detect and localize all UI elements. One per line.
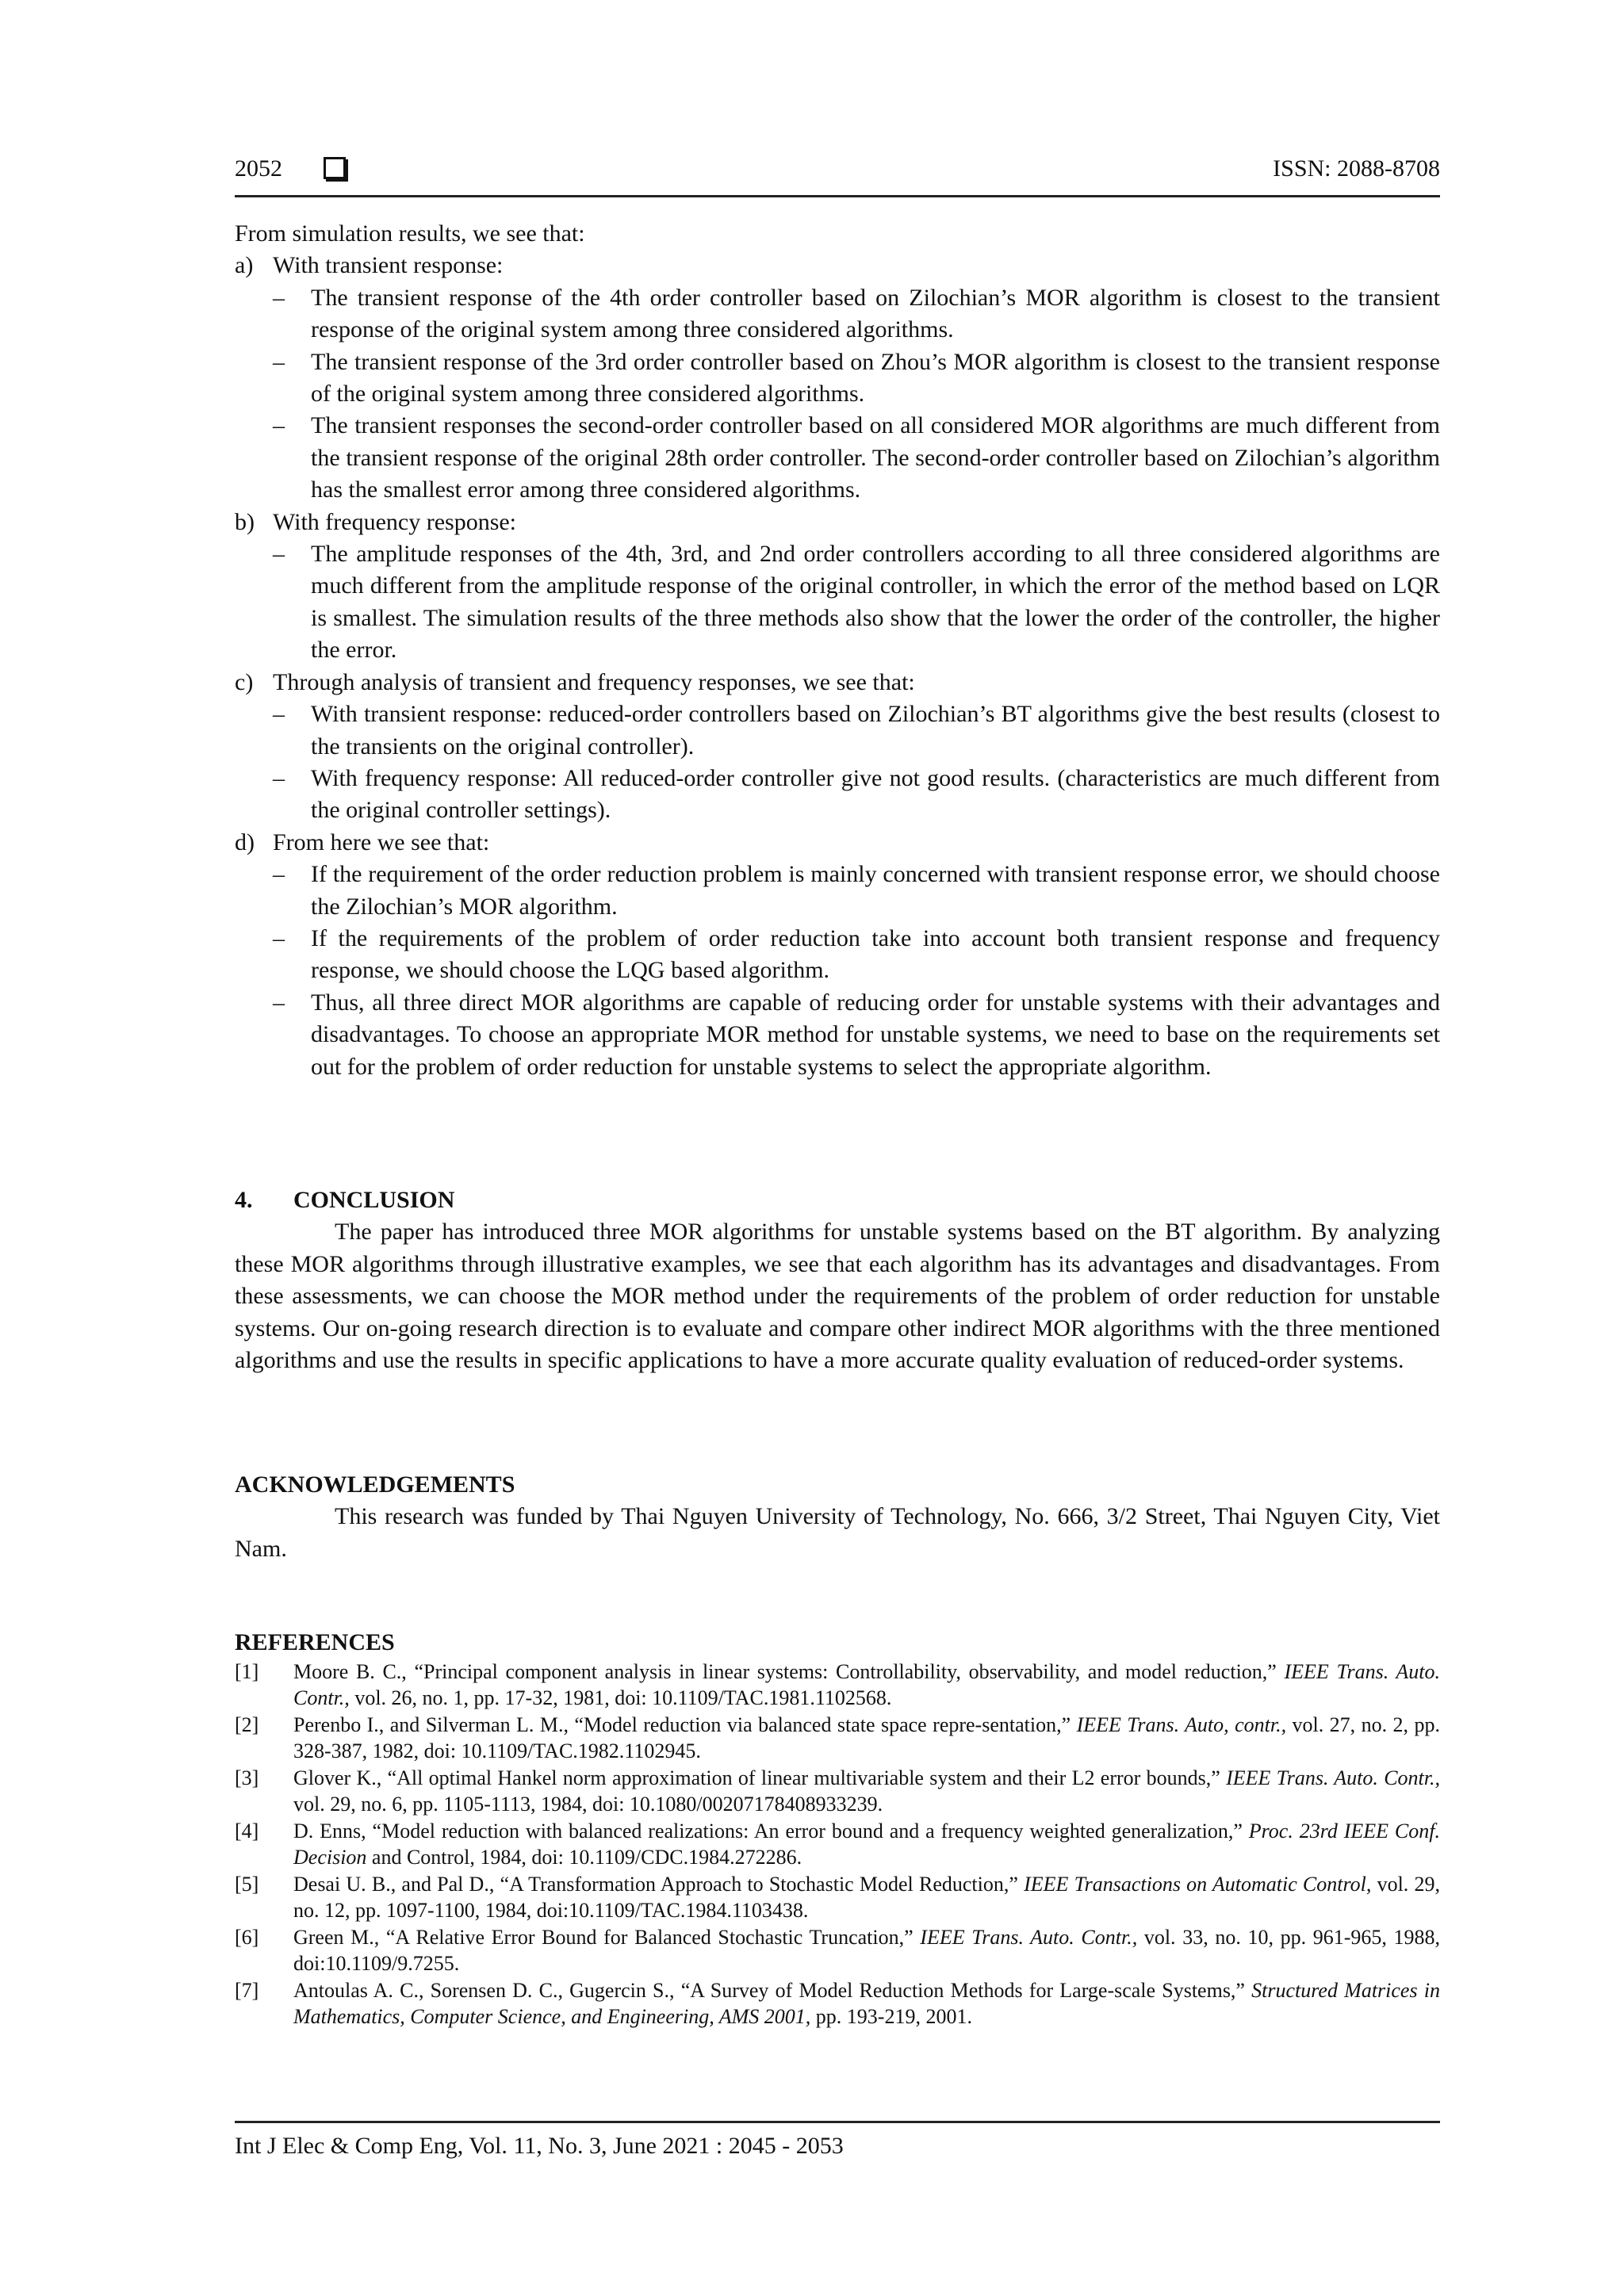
finding-item-text: If the requirement of the order reduction problem is mainly concerned with transient response error, we should choose the Zilochian’s MOR algorithm. xyxy=(311,861,1440,920)
reference-journal: IEEE Transactions on Automatic Control, xyxy=(1024,1873,1372,1896)
finding-item xyxy=(235,538,1440,667)
finding-marker: c) xyxy=(235,668,254,695)
reference-journal: IEEE Trans. Auto. Contr., xyxy=(293,1660,1440,1709)
reference-number: [5] xyxy=(235,1873,259,1896)
finding-item xyxy=(235,698,1440,763)
dash-bullet: – xyxy=(273,284,285,311)
reference-details: vol. 29, no. 6, pp. 1105-1113, 1984, doi: 10.1080/00207178408933239. xyxy=(293,1793,883,1816)
reference-item xyxy=(235,1765,1440,1817)
finding-item xyxy=(235,859,1440,923)
reference-text: Antoulas A. C., Sorensen D. C., Gugercin S., “A Survey of Model Reduction Methods for Large-scale Systems,” xyxy=(293,1979,1252,2002)
finding-item xyxy=(235,923,1440,987)
reference-number: [4] xyxy=(235,1820,259,1843)
reference-text: D. Enns, “Model reduction with balanced realizations: An error bound and a frequency weighted generalization,” xyxy=(293,1820,1249,1843)
reference-item xyxy=(235,1871,1440,1923)
reference-number: [2] xyxy=(235,1713,259,1736)
reference-details: vol. 27, no. 2, pp. 328-387, 1982, doi: 10.1109/TAC.1982.1102945. xyxy=(293,1713,1440,1762)
acknowledgements-section xyxy=(235,1469,1440,1565)
finding-label: From here we see that: xyxy=(273,828,490,855)
dash-bullet: – xyxy=(273,861,285,888)
reference-number: [1] xyxy=(235,1660,259,1683)
finding-items xyxy=(235,282,1440,507)
finding-item xyxy=(235,987,1440,1083)
reference-number: [6] xyxy=(235,1926,259,1949)
reference-text: Perenbo I., and Silverman L. M., “Model reduction via balanced state space repre-sentation,” xyxy=(293,1713,1077,1736)
reference-text: Moore B. C., “Principal component analysis in linear systems: Controllability, observability, and model reduction,” xyxy=(293,1660,1285,1683)
reference-text: Glover K., “All optimal Hankel norm approximation of linear multivariable system and their L2 error bounds,” xyxy=(293,1766,1227,1789)
finding-marker: a) xyxy=(235,252,254,279)
finding-marker: d) xyxy=(235,828,255,855)
reference-journal: IEEE Trans. Auto, contr., xyxy=(1076,1713,1287,1736)
reference-list xyxy=(235,1659,1440,2030)
finding-items xyxy=(235,859,1440,1083)
page-number: 2052 xyxy=(235,155,282,182)
finding-item xyxy=(235,410,1440,506)
reference-item xyxy=(235,1977,1440,2030)
finding-item-text: The transient response of the 3rd order controller based on Zhou’s MOR algorithm is closest to the transient response of the original system among three considered algorithms. xyxy=(311,348,1440,408)
dash-bullet: – xyxy=(273,989,285,1016)
section-title: CONCLUSION xyxy=(293,1187,455,1213)
finding-item-text: The transient responses the second-order controller based on all considered MOR algorithms are much different from the transient response of the original 28th order controller. The second-order controller based on Zilochian’s algorithm has the smallest error among three considered algorithms. xyxy=(311,412,1440,503)
references-section xyxy=(235,1627,1440,2030)
dash-bullet: – xyxy=(273,541,285,568)
reference-journal: Proc. 23rd IEEE Conf. Decision xyxy=(293,1820,1440,1869)
conclusion-paragraph: The paper has introduced three MOR algorithms for unstable systems based on the BT algorithm. By analyzing these MOR algorithms through illustrative examples, we see that each algorithm has its advantages and disadvantages. From these assessments, we can choose the MOR method under the requirements of the problem of order reduction for unstable systems. Our on-going research direction is to evaluate and compare other indirect MOR algorithms with the three mentioned algorithms and use the results in specific applications to have a more accurate quality evaluation of reduced-order systems. xyxy=(235,1219,1440,1374)
reference-text: Green M., “A Relative Error Bound for Balanced Stochastic Truncation,” xyxy=(293,1926,921,1949)
section-heading: REFERENCES xyxy=(235,1629,395,1655)
dash-bullet: – xyxy=(273,924,285,951)
finding-items xyxy=(235,698,1440,827)
section-number: 4. xyxy=(235,1187,253,1213)
reference-item xyxy=(235,1924,1440,1976)
dash-bullet: – xyxy=(273,348,285,375)
reference-journal: IEEE Trans. Auto. Contr., xyxy=(1226,1766,1440,1789)
reference-journal: Structured Matrices in Mathematics, Computer Science, and Engineering, AMS 2001, xyxy=(293,1979,1440,2028)
finding-label: With frequency response: xyxy=(273,508,517,535)
finding-b xyxy=(235,507,1440,667)
finding-item-text: The transient response of the 4th order controller based on Zilochian’s MOR algorithm is closest to the transient response of the original system among three considered algorithms. xyxy=(311,284,1440,343)
section-heading: ACKNOWLEDGEMENTS xyxy=(235,1471,515,1498)
finding-item-text: If the requirements of the problem of order reduction take into account both transient response and frequency response, we should choose the LQG based algorithm. xyxy=(311,924,1440,984)
reference-item xyxy=(235,1818,1440,1870)
finding-item-text: The amplitude responses of the 4th, 3rd, and 2nd order controllers according to all three considered algorithms are much different from the amplitude response of the original controller, in which the error of the method based on LQR is smallest. The simulation results of the three methods also show that the lower the order of the controller, the higher the error. xyxy=(311,541,1440,664)
page-header xyxy=(235,155,1440,197)
reference-text: Desai U. B., and Pal D., “A Transformation Approach to Stochastic Model Reduction,” xyxy=(293,1873,1025,1896)
finding-c xyxy=(235,667,1440,827)
finding-marker: b) xyxy=(235,508,255,535)
reference-details: pp. 193-219, 2001. xyxy=(810,2005,972,2028)
reference-journal: IEEE Trans. Auto. Contr., xyxy=(920,1926,1138,1949)
finding-items xyxy=(235,538,1440,667)
finding-label: With transient response: xyxy=(273,252,504,279)
conclusion-section xyxy=(235,1184,1440,1376)
finding-a xyxy=(235,250,1440,506)
reference-number: [3] xyxy=(235,1766,259,1789)
reference-details: vol. 29, no. 12, pp. 1097-1100, 1984, doi:10.1109/TAC.1984.1103438. xyxy=(293,1873,1440,1922)
square-bullet-icon xyxy=(324,157,346,179)
reference-number: [7] xyxy=(235,1979,259,2002)
finding-item xyxy=(235,346,1440,411)
intro-sentence: From simulation results, we see that: xyxy=(235,220,585,247)
acknowledgements-paragraph: This research was funded by Thai Nguyen University of Technology, No. 666, 3/2 Street, Thai Nguyen City, Viet Nam. xyxy=(235,1503,1440,1562)
dash-bullet: – xyxy=(273,764,285,791)
reference-item xyxy=(235,1712,1440,1764)
reference-item xyxy=(235,1659,1440,1711)
reference-details: vol. 33, no. 10, pp. 961-965, 1988, doi:10.1109/9.7255. xyxy=(293,1926,1440,1975)
section-heading xyxy=(235,1184,1440,1216)
finding-item xyxy=(235,282,1440,346)
issn-label: ISSN: 2088-8708 xyxy=(1273,155,1440,182)
reference-details: vol. 26, no. 1, pp. 17-32, 1981, doi: 10.1109/TAC.1981.1102568. xyxy=(349,1686,892,1709)
dash-bullet: – xyxy=(273,701,285,728)
finding-item-text: Thus, all three direct MOR algorithms are capable of reducing order for unstable systems with their advantages and disadvantages. To choose an appropriate MOR method for unstable systems, we need to base on the requirements set out for the problem of order reduction for unstable systems to select the appropriate algorithm. xyxy=(311,989,1440,1080)
finding-item-text: With frequency response: All reduced-order controller give not good results. (characteristics are much different from the original controller settings). xyxy=(311,764,1440,824)
page-footer xyxy=(235,2121,1440,2160)
finding-item-text: With transient response: reduced-order controllers based on Zilochian’s BT algorithms give the best results (closest to the transients on the original controller). xyxy=(311,701,1440,760)
finding-label: Through analysis of transient and frequency responses, we see that: xyxy=(273,668,915,695)
finding-d xyxy=(235,827,1440,1083)
findings-section xyxy=(235,218,1440,1083)
findings-list xyxy=(235,250,1440,1083)
footer-citation: Int J Elec & Comp Eng, Vol. 11, No. 3, June 2021 : 2045 - 2053 xyxy=(235,2133,844,2159)
dash-bullet: – xyxy=(273,412,285,439)
reference-details: and Control, 1984, doi: 10.1109/CDC.1984.272286. xyxy=(366,1846,802,1869)
finding-item xyxy=(235,763,1440,827)
